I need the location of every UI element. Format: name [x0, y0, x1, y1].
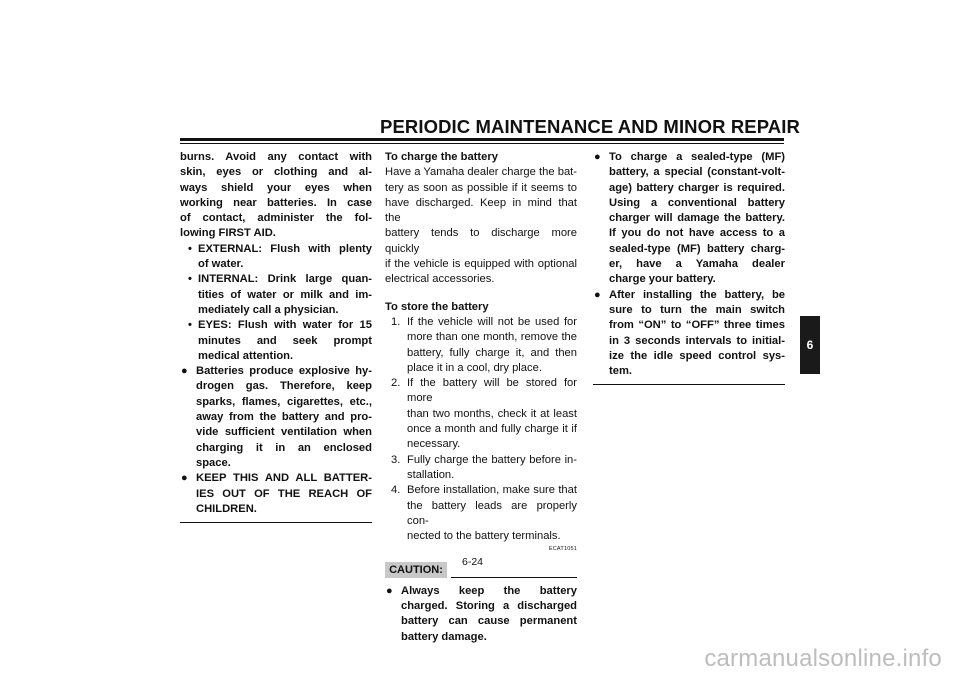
text-line: EYES: Flush with water for 15	[198, 319, 372, 332]
text-line: battery damage.	[401, 630, 487, 643]
caution-code: ECAT1051	[548, 546, 577, 553]
text-line: vide sufficient ventilation when	[196, 426, 372, 439]
bullet-icon: ●	[594, 151, 601, 163]
text-line: ways shield your eyes when	[180, 181, 372, 194]
text-line: medical attention.	[198, 349, 294, 362]
text-line: To charge a sealed-type (MF)	[609, 151, 785, 163]
first-aid-item	[180, 318, 372, 364]
text-line: have discharged. Keep in mind that the	[385, 196, 577, 225]
text-line: sparks, flames, cigarettes, etc.,	[196, 395, 372, 408]
caution-badge: CAUTION:	[385, 562, 447, 578]
text-line: nected to the battery terminals.	[407, 530, 561, 543]
list-item	[385, 376, 577, 452]
text-line: than two months, check it at least	[407, 407, 577, 420]
battery-instructions-column	[385, 150, 577, 645]
text-line: working near batteries. In case	[180, 196, 372, 209]
text-line: Using a conventional battery	[609, 196, 785, 209]
text-line: drogen gas. Therefore, keep	[196, 380, 372, 393]
bullet-icon: ●	[181, 472, 188, 485]
list-item	[385, 453, 577, 484]
text-line: sealed-type (MF) battery charg-	[609, 242, 785, 255]
chapter-tab: 6	[800, 316, 820, 374]
text-line: necessary.	[407, 438, 461, 451]
sub-bullet-icon: •	[188, 273, 192, 286]
text-line: place it in a cool, dry place.	[407, 361, 542, 374]
text-line: tities of water or milk and im-	[198, 288, 372, 301]
bullet-icon: ●	[386, 584, 393, 597]
sub-bullet-icon: •	[188, 319, 192, 332]
text-line: If you do not have access to a	[609, 227, 785, 240]
text-line: once a month and fully charge it if	[407, 423, 577, 436]
text-line: If the battery will be stored for more	[407, 377, 577, 405]
text-line: mediately call a physician.	[198, 303, 339, 316]
caution-rule	[451, 577, 577, 578]
warning-end-rule	[180, 522, 372, 523]
text-line: Have a Yamaha dealer charge the bat-	[385, 166, 577, 179]
text-line: of water.	[198, 258, 244, 271]
text-line: in 3 seconds intervals to initial-	[609, 334, 785, 347]
text-line: Always keep the battery	[401, 584, 577, 597]
text-line: Before installation, make sure that	[407, 484, 577, 497]
text-line: age) battery charger is required.	[609, 181, 785, 194]
text-line: burns. Avoid any contact with	[180, 151, 372, 163]
watermark: carmanualsonline.info	[704, 645, 942, 672]
text-line: more than one month, remove the	[407, 331, 577, 344]
text-line: from “ON” to “OFF” three times	[609, 319, 785, 332]
text-line: charge your battery.	[609, 273, 716, 286]
step-number: 1.	[391, 315, 401, 328]
text-line: if the vehicle is equipped with optional	[385, 258, 577, 271]
text-line: er, have a Yamaha dealer	[609, 258, 785, 271]
text-line: IES OUT OF THE REACH OF	[196, 487, 372, 500]
text-line: battery tends to discharge more quickly	[385, 227, 577, 255]
text-line: battery, fully charge it, and then	[407, 346, 577, 359]
list-item	[385, 483, 577, 544]
caution-end-rule	[593, 384, 785, 385]
text-line: EXTERNAL: Flush with plenty	[198, 242, 372, 255]
bullet-icon: ●	[181, 365, 188, 378]
text-line: stallation.	[407, 468, 455, 481]
text-line: If the vehicle will not be used for	[407, 315, 577, 328]
page-title: PERIODIC MAINTENANCE AND MINOR REPAIR	[380, 116, 800, 137]
text-line: minutes and seek prompt	[198, 334, 372, 347]
first-aid-item	[180, 272, 372, 318]
text-line: of contact, administer the fol-	[180, 212, 372, 225]
section-heading: To store the battery	[385, 300, 489, 313]
step-number: 4.	[391, 484, 401, 497]
text-line: tem.	[609, 365, 633, 378]
warning-column	[180, 150, 372, 523]
text-line: INTERNAL: Drink large quan-	[198, 273, 372, 286]
header-rule	[180, 138, 784, 141]
text-line: charging it in an enclosed	[196, 441, 372, 454]
text-line: KEEP THIS AND ALL BATTER-	[196, 472, 372, 485]
caution-bullet	[385, 584, 577, 645]
text-line: ize the idle speed control sys-	[609, 349, 785, 362]
text-line: the battery leads are properly con-	[407, 499, 577, 527]
text-line: battery can cause permanent	[401, 615, 577, 628]
text-line: Batteries produce explosive hy-	[196, 365, 372, 378]
bullet-icon: ●	[594, 288, 601, 301]
section-heading: To charge the battery	[385, 151, 498, 163]
list-item	[385, 315, 577, 376]
sub-bullet-icon: •	[188, 242, 192, 255]
page-number: 6-24	[462, 556, 484, 568]
first-aid-item	[180, 242, 372, 273]
step-number: 3.	[391, 453, 401, 466]
header-rule-thin	[180, 143, 784, 144]
caution-bullet	[593, 150, 785, 288]
caution-bullet	[593, 288, 785, 380]
text-line: away from the battery and pro-	[196, 411, 372, 424]
text-line: skin, eyes or clothing and al-	[180, 166, 372, 179]
text-line: sure to turn the main switch	[609, 303, 785, 316]
step-number: 2.	[391, 377, 401, 390]
text-line: charged. Storing a discharged	[401, 600, 577, 613]
caution-column	[593, 150, 785, 385]
text-line: After installing the battery, be	[609, 288, 785, 301]
text-line: battery, a special (constant-volt-	[609, 166, 785, 179]
text-line: space.	[196, 456, 231, 469]
warning-bullet	[180, 471, 372, 517]
text-line: Fully charge the battery before in-	[407, 453, 577, 466]
text-line: electrical accessories.	[385, 273, 495, 286]
text-line: tery as soon as possible if it seems to	[385, 181, 577, 194]
text-line: charger will damage the battery.	[609, 212, 785, 225]
text-line: CHILDREN.	[196, 502, 257, 515]
text-line: lowing FIRST AID.	[180, 227, 276, 240]
warning-bullet	[180, 364, 372, 471]
